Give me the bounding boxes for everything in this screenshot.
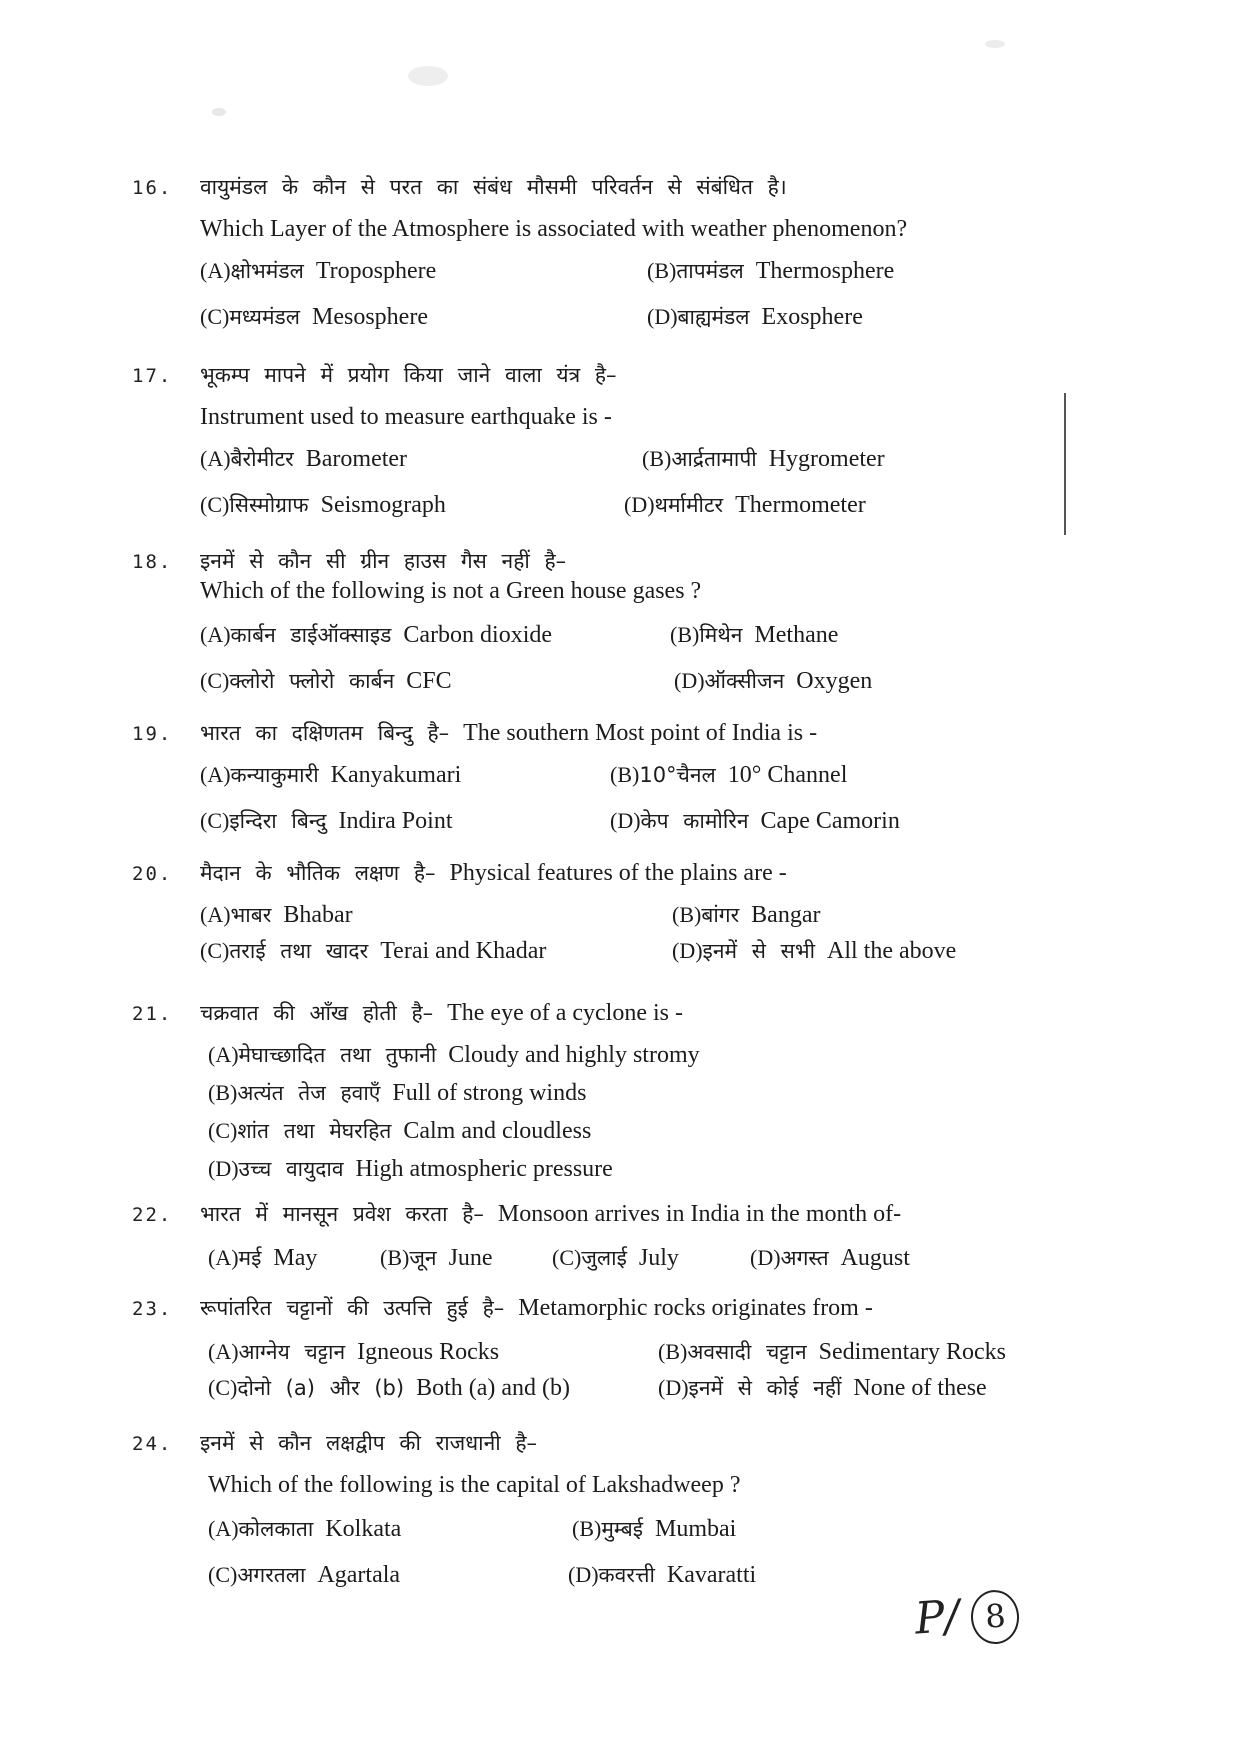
question-hindi: चक्रवात की आँख होती है– bbox=[200, 1001, 434, 1025]
option-a: (A)क्षोभमंडल Troposphere bbox=[200, 258, 437, 284]
option-d: (D)उच्च वायुदाव High atmospheric pressure bbox=[208, 1156, 613, 1182]
scan-speck bbox=[408, 66, 448, 86]
option-c: (C)जुलाई July bbox=[552, 1245, 679, 1271]
question-19 bbox=[132, 718, 1192, 850]
options-row bbox=[132, 1241, 1192, 1287]
question-english: The eye of a cyclone is - bbox=[447, 1000, 683, 1026]
option-c: (C)शांत तथा मेघरहित Calm and cloudless bbox=[208, 1118, 592, 1144]
option-a: (A)कोलकाता Kolkata bbox=[208, 1516, 402, 1542]
option-b: (B)मिथेन Methane bbox=[670, 622, 839, 648]
options-row bbox=[132, 898, 1192, 934]
question-number: 18. bbox=[132, 551, 173, 573]
question-18 bbox=[132, 546, 1192, 710]
question-english: Instrument used to measure earthquake is - bbox=[200, 404, 612, 430]
option-c: (C)क्लोरो फ्लोरो कार्बन CFC bbox=[200, 668, 452, 694]
question-number: 23. bbox=[132, 1298, 173, 1320]
question-english: Which Layer of the Atmosphere is associated with weather phenomenon? bbox=[200, 216, 908, 242]
options-row bbox=[132, 1335, 1192, 1371]
option-b: (B)बांगर Bangar bbox=[672, 902, 821, 928]
option-d: (D)इनमें से कोई नहीं None of these bbox=[658, 1375, 987, 1401]
option-b: (B)तापमंडल Thermosphere bbox=[647, 258, 895, 284]
options-row bbox=[132, 1512, 1192, 1558]
option-a: (A)मेघाच्छादित तथा तुफानी Cloudy and highly stromy bbox=[208, 1042, 700, 1068]
question-english: The southern Most point of India is - bbox=[463, 720, 818, 746]
options-row bbox=[132, 618, 1192, 664]
question-hindi: भूकम्प मापने में प्रयोग किया जाने वाला यंत्र है– bbox=[200, 363, 617, 387]
question-number: 17. bbox=[132, 365, 173, 387]
question-number: 22. bbox=[132, 1204, 173, 1226]
options-row bbox=[132, 758, 1192, 804]
question-24 bbox=[132, 1428, 1192, 1604]
option-d: (D)इनमें से सभी All the above bbox=[672, 938, 957, 964]
options-row bbox=[132, 804, 1192, 850]
handwritten-page-mark bbox=[913, 1586, 1021, 1649]
question-number: 24. bbox=[132, 1433, 173, 1455]
option-d: (D)अगस्त August bbox=[750, 1245, 910, 1271]
question-english: Which of the following is not a Green house gases ? bbox=[200, 578, 702, 604]
option-b: (B)अवसादी चट्टान Sedimentary Rocks bbox=[658, 1339, 1006, 1365]
question-20 bbox=[132, 858, 1192, 970]
options-row bbox=[132, 1558, 1192, 1604]
question-17 bbox=[132, 360, 1192, 534]
option-d: (D)केप कामोरिन Cape Camorin bbox=[610, 808, 900, 834]
options-row bbox=[132, 934, 1192, 970]
options-row bbox=[132, 664, 1192, 710]
question-hindi: इनमें से कौन सी ग्रीन हाउस गैस नहीं है– bbox=[200, 549, 567, 573]
options-row bbox=[132, 442, 1192, 488]
question-english: Which of the following is the capital of Lakshadweep ? bbox=[208, 1472, 741, 1498]
circled-page-number: 8 bbox=[970, 1588, 1022, 1645]
option-d: (D)कवरत्ती Kavaratti bbox=[568, 1562, 757, 1588]
option-d: (D)ऑक्सीजन Oxygen bbox=[674, 668, 873, 694]
question-22 bbox=[132, 1199, 1192, 1287]
question-english: Physical features of the plains are - bbox=[449, 860, 787, 886]
option-c: (C)मध्यमंडल Mesosphere bbox=[200, 304, 428, 330]
options-row bbox=[132, 254, 1192, 300]
scan-speck bbox=[212, 108, 226, 116]
question-number: 20. bbox=[132, 863, 173, 885]
option-a: (A)आग्नेय चट्टान Igneous Rocks bbox=[208, 1339, 500, 1365]
option-a: (A)बैरोमीटर Barometer bbox=[200, 446, 408, 472]
option-b: (B)मुम्बई Mumbai bbox=[572, 1516, 737, 1542]
question-hindi: मैदान के भौतिक लक्षण है– bbox=[200, 861, 436, 885]
question-english: Monsoon arrives in India in the month of- bbox=[497, 1201, 902, 1227]
question-hindi: वायुमंडल के कौन से परत का संबंध मौसमी परिवर्तन से संबंधित है। bbox=[200, 175, 787, 199]
question-hindi: भारत में मानसून प्रवेश करता है– bbox=[200, 1202, 484, 1226]
scan-speck bbox=[985, 40, 1005, 48]
option-d: (D)बाह्यमंडल Exosphere bbox=[647, 304, 863, 330]
question-hindi: इनमें से कौन लक्षद्वीप की राजधानी है– bbox=[200, 1431, 538, 1455]
option-a: (A)मई May bbox=[208, 1245, 318, 1271]
question-hindi: भारत का दक्षिणतम बिन्दु है– bbox=[200, 721, 450, 745]
options-row bbox=[132, 488, 1192, 534]
option-b: (B)अत्यंत तेज हवाएँ Full of strong winds bbox=[208, 1080, 587, 1106]
question-number: 16. bbox=[132, 177, 173, 199]
option-c: (C)तराई तथा खादर Terai and Khadar bbox=[200, 938, 547, 964]
option-c: (C)इन्दिरा बिन्दु Indira Point bbox=[200, 808, 453, 834]
option-a: (A)कन्याकुमारी Kanyakumari bbox=[200, 762, 462, 788]
option-b: (B)जून June bbox=[380, 1245, 493, 1271]
option-d: (D)थर्मामीटर Thermometer bbox=[624, 492, 866, 518]
option-c: (C)अगरतला Agartala bbox=[208, 1562, 401, 1588]
option-b: (B)आर्द्रतामापी Hygrometer bbox=[642, 446, 885, 472]
question-number: 21. bbox=[132, 1003, 173, 1025]
options-list bbox=[132, 1036, 1192, 1188]
handwritten-initial: P/ bbox=[913, 1590, 962, 1645]
option-a: (A)भाबर Bhabar bbox=[200, 902, 353, 928]
question-english: Metamorphic rocks originates from - bbox=[518, 1295, 873, 1321]
question-16 bbox=[132, 172, 1192, 346]
options-row bbox=[132, 1371, 1192, 1407]
option-c: (C)सिस्मोग्राफ Seismograph bbox=[200, 492, 446, 518]
option-a: (A)कार्बन डाईऑक्साइड Carbon dioxide bbox=[200, 622, 553, 648]
option-b: (B)10°चैनल 10° Channel bbox=[610, 762, 848, 788]
question-23 bbox=[132, 1293, 1192, 1407]
question-hindi: रूपांतरित चट्टानों की उत्पत्ति हुई है– bbox=[200, 1296, 505, 1320]
question-number: 19. bbox=[132, 723, 173, 745]
options-row bbox=[132, 300, 1192, 346]
question-21 bbox=[132, 998, 1192, 1188]
option-c: (C)दोनो (a) और (b) Both (a) and (b) bbox=[208, 1375, 571, 1401]
